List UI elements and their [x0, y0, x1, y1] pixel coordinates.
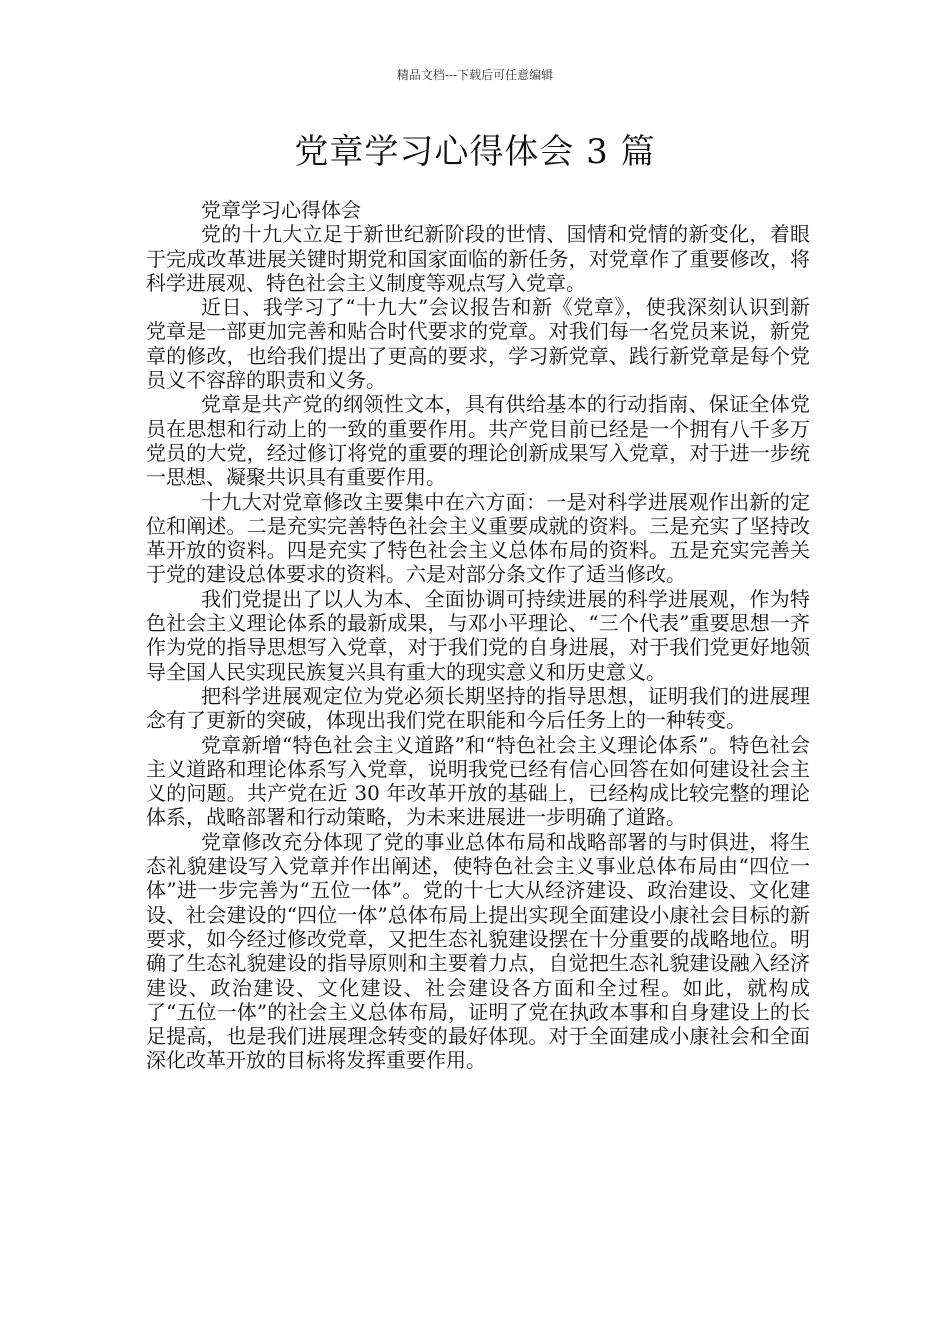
body-paragraph: 党章修改充分体现了党的事业总体布局和战略部署的与时俱进，将生态礼貌建设写入党章并作出阐述，使特色社会主义事业总体布局由“四位一体”进一步完善为“五位一体”。党的十七大从经济建设、政治建设、文化建设、社会建设的“四位一体”总体布局上提出实现全面建设小康社会目标的新要求，如今经过修改党章，又把生态礼貌建设摆在十分重要的战略地位。明确了生态礼貌建设的指导原则和主要着力点，自觉把生态礼貌建设融入经济建设、政治建设、文化建设、社会建设各方面和全过程。如此，就构成了“五位一体”的社会主义总体布局，证明了党在执政本事和自身建设上的长足提高，也是我们进展理念转变的最好体现。对于全面建成小康社会和全面深化改革开放的目标将发挥重要作用。	[146, 829, 810, 1073]
page-header-note: 精品文档---下载后可任意编辑	[396, 68, 554, 82]
body-paragraph: 党章新增“特色社会主义道路”和“特色社会主义理论体系”。特色社会主义道路和理论体系写入党章，说明我党已经有信心回答在如何建设社会主义的问题。共产党在近 30 年改革开放的基础上，已经构成比较完整的理论体系，战略部署和行动策略，为未来进展进一步明确了道路。	[146, 732, 810, 830]
document-body	[146, 198, 810, 1073]
body-paragraph: 近日、我学习了“十九大”会议报告和新《党章》，使我深刻认识到新党章是一部更加完善和贴合时代要求的党章。对我们每一名党员来说，新党章的修改，也给我们提出了更高的要求，学习新党章、践行新党章是每个党员义不容辞的职责和义务。	[146, 295, 810, 393]
body-paragraph: 我们党提出了以人为本、全面协调可持续进展的科学进展观，作为特色社会主义理论体系的最新成果，与邓小平理论、“三个代表”重要思想一齐作为党的指导思想写入党章，对于我们党的自身进展，对于我们党更好地领导全国人民实现民族复兴具有重大的现实意义和历史意义。	[146, 586, 810, 684]
body-paragraph: 党的十九大立足于新世纪新阶段的世情、国情和党情的新变化，着眼于完成改革进展关键时期党和国家面临的新任务，对党章作了重要修改，将科学进展观、特色社会主义制度等观点写入党章。	[146, 222, 810, 295]
body-paragraph: 把科学进展观定位为党必须长期坚持的指导思想，证明我们的进展理念有了更新的突破，体现出我们党在职能和今后任务上的一种转变。	[146, 683, 810, 733]
body-paragraph: 党章是共产党的纲领性文本，具有供给基本的行动指南、保证全体党员在思想和行动上的一致的重要作用。共产党目前已经是一个拥有八千多万党员的大党，经过修订将党的重要的理论创新成果写入党章，对于进一步统一思想、凝聚共识具有重要作用。	[146, 392, 810, 490]
document-title: 党章学习心得体会 3 篇	[294, 132, 656, 172]
section-heading: 党章学习心得体会	[201, 198, 361, 222]
body-paragraph: 十九大对党章修改主要集中在六方面：一是对科学进展观作出新的定位和阐述。二是充实完善特色社会主义重要成就的资料。三是充实了坚持改革开放的资料。四是充实了特色社会主义总体布局的资料。五是充实完善关于党的建设总体要求的资料。六是对部分条文作了适当修改。	[146, 489, 810, 587]
